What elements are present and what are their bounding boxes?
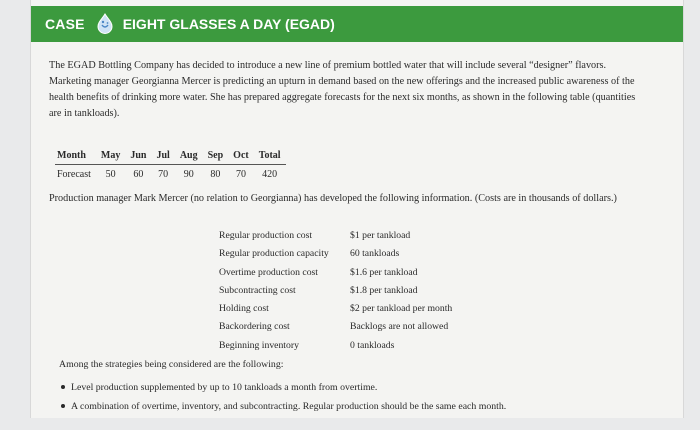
info-label: Beginning inventory xyxy=(219,339,299,351)
case-label: CASE xyxy=(45,16,85,32)
info-label: Subcontracting cost xyxy=(219,284,296,296)
info-value: 0 tankloads xyxy=(350,339,395,351)
info-row xyxy=(219,264,452,282)
table-cell: 420 xyxy=(262,169,278,180)
forecast-table xyxy=(55,148,286,183)
textbook-page xyxy=(30,0,684,418)
info-label: Holding cost xyxy=(219,303,269,315)
production-paragraph: Production manager Mark Mercer (no relation to Georgianna) has developed the following information. (Costs are in thousands of dollars.) xyxy=(49,193,617,204)
forecast-header-row xyxy=(55,148,286,165)
info-row xyxy=(219,300,452,318)
strategy-text: A combination of overtime, inventory, and subcontracting. Regular production should be the same each month. xyxy=(71,401,507,412)
list-item xyxy=(59,378,506,397)
strategy-list xyxy=(59,378,506,416)
info-row xyxy=(219,227,452,245)
strategy-text: Level production supplemented by up to 10 tankloads a month from overtime. xyxy=(71,382,378,393)
table-cell: 90 xyxy=(183,169,194,180)
intro-paragraph: The EGAD Bottling Company has decided to introduce a new line of premium bottled water that will include several “designer” flavors. Marketing manager Georgianna Mercer is predicting an upturn in demand based on the new offerings and the increased public awareness of the health benefits of drinking more water. She has prepared aggregate forecasts for the next six months, as shown in the following table (quantities are in tankloads). xyxy=(49,60,636,119)
list-item xyxy=(59,397,506,416)
info-row xyxy=(219,245,452,263)
header-cell: Sep xyxy=(203,148,229,165)
info-value: 60 tankloads xyxy=(350,248,400,260)
info-row xyxy=(219,318,452,336)
table-cell: 50 xyxy=(105,169,116,180)
info-value: $1.8 per tankload xyxy=(350,284,418,296)
info-label: Overtime production cost xyxy=(219,266,319,278)
bullet-icon xyxy=(61,385,65,389)
strategies-intro: Among the strategies being considered are the following: xyxy=(59,359,284,370)
forecast-row xyxy=(55,165,286,184)
header-cell: Total xyxy=(254,148,286,165)
case-banner xyxy=(31,6,683,42)
water-drop-icon xyxy=(93,12,117,36)
table-cell: Forecast xyxy=(57,169,91,180)
bullet-icon xyxy=(61,404,65,408)
table-cell: 70 xyxy=(158,169,169,180)
info-value: $2 per tankload per month xyxy=(350,303,453,315)
info-label: Backordering cost xyxy=(219,321,290,333)
info-label: Regular production cost xyxy=(219,230,313,241)
header-cell: Oct xyxy=(228,148,254,165)
info-row xyxy=(219,282,452,300)
table-cell: 60 xyxy=(133,169,144,180)
header-cell: Jul xyxy=(151,148,174,165)
header-cell: May xyxy=(96,148,125,165)
header-cell: Jun xyxy=(125,148,151,165)
header-cell: Aug xyxy=(175,148,203,165)
case-title: EIGHT GLASSES A DAY (EGAD) xyxy=(122,16,335,32)
info-value: $1 per tankload xyxy=(350,230,411,241)
header-cell: Month xyxy=(55,148,96,165)
production-info-list xyxy=(219,227,452,355)
table-cell: 70 xyxy=(235,169,246,180)
table-cell: 80 xyxy=(210,169,221,180)
info-label: Regular production capacity xyxy=(219,248,329,260)
info-row xyxy=(219,337,452,355)
info-value: $1.6 per tankload xyxy=(350,266,418,278)
info-value: Backlogs are not allowed xyxy=(350,321,449,333)
